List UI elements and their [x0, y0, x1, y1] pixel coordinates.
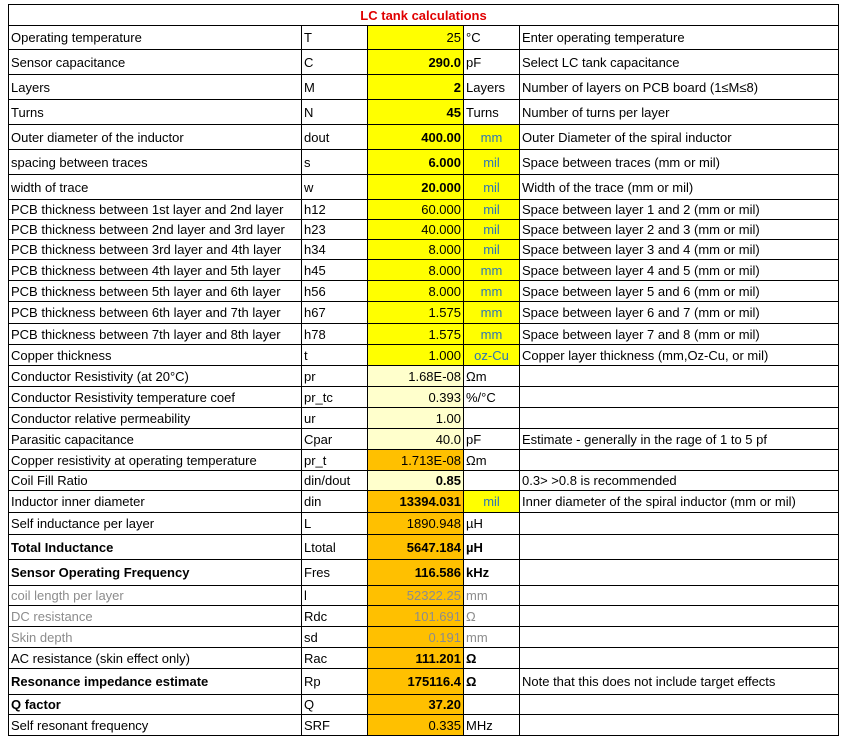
- table-row: [9, 586, 839, 606]
- row-note: Number of layers on PCB board (1≤M≤8): [520, 75, 839, 100]
- table-row: [9, 125, 839, 150]
- row-value[interactable]: 1.000: [368, 345, 464, 366]
- table-row: [9, 695, 839, 715]
- row-label: Sensor Operating Frequency: [9, 560, 302, 586]
- row-note: [520, 535, 839, 560]
- row-symbol: pr_t: [302, 450, 368, 471]
- row-value: 101.691: [368, 606, 464, 627]
- row-symbol: Q: [302, 695, 368, 715]
- row-value[interactable]: 40.000: [368, 220, 464, 240]
- row-unit: Ω: [464, 606, 520, 627]
- row-symbol: h56: [302, 281, 368, 302]
- row-note: [520, 366, 839, 387]
- row-label: Self resonant frequency: [9, 715, 302, 736]
- table-row: [9, 715, 839, 736]
- row-label: PCB thickness between 6th layer and 7th layer: [9, 302, 302, 324]
- row-unit: Ω: [464, 669, 520, 695]
- row-symbol: L: [302, 513, 368, 535]
- table-row: [9, 513, 839, 535]
- row-note: [520, 715, 839, 736]
- table-row: [9, 260, 839, 281]
- table-row: [9, 302, 839, 324]
- row-value[interactable]: 60.000: [368, 200, 464, 220]
- row-unit: [464, 695, 520, 715]
- row-symbol: dout: [302, 125, 368, 150]
- table-row: [9, 669, 839, 695]
- row-label: Operating temperature: [9, 26, 302, 50]
- row-note: [520, 606, 839, 627]
- row-unit: mm: [464, 260, 520, 281]
- row-label: Sensor capacitance: [9, 50, 302, 75]
- row-note: Outer Diameter of the spiral inductor: [520, 125, 839, 150]
- row-value[interactable]: 1.575: [368, 302, 464, 324]
- row-unit: mil: [464, 150, 520, 175]
- row-label: PCB thickness between 1st layer and 2nd layer: [9, 200, 302, 220]
- row-unit: [464, 471, 520, 491]
- table-row: [9, 75, 839, 100]
- row-value[interactable]: 290.0: [368, 50, 464, 75]
- row-label: width of trace: [9, 175, 302, 200]
- table-row: [9, 240, 839, 260]
- table-row: [9, 627, 839, 648]
- row-unit: mm: [464, 324, 520, 345]
- table-row: [9, 366, 839, 387]
- row-symbol: SRF: [302, 715, 368, 736]
- row-unit: Turns: [464, 100, 520, 125]
- row-symbol: h45: [302, 260, 368, 281]
- row-symbol: h78: [302, 324, 368, 345]
- row-label: Outer diameter of the inductor: [9, 125, 302, 150]
- row-note: Space between layer 6 and 7 (mm or mil): [520, 302, 839, 324]
- row-unit: mil: [464, 175, 520, 200]
- row-symbol: h67: [302, 302, 368, 324]
- row-value[interactable]: 8.000: [368, 260, 464, 281]
- row-unit: µH: [464, 513, 520, 535]
- row-label: Conductor Resistivity temperature coef: [9, 387, 302, 408]
- row-label: PCB thickness between 2nd layer and 3rd layer: [9, 220, 302, 240]
- row-value[interactable]: 2: [368, 75, 464, 100]
- row-note: Space between layer 1 and 2 (mm or mil): [520, 200, 839, 220]
- table-row: [9, 150, 839, 175]
- row-label: Conductor Resistivity (at 20°C): [9, 366, 302, 387]
- row-value: 0.85: [368, 471, 464, 491]
- row-symbol: s: [302, 150, 368, 175]
- row-value: 0.335: [368, 715, 464, 736]
- row-symbol: ur: [302, 408, 368, 429]
- row-unit: mil: [464, 240, 520, 260]
- row-symbol: Cpar: [302, 429, 368, 450]
- row-value: 37.20: [368, 695, 464, 715]
- table-row: [9, 324, 839, 345]
- lc-tank-calculation-sheet: [8, 4, 839, 736]
- row-note: Space between traces (mm or mil): [520, 150, 839, 175]
- row-label: Conductor relative permeability: [9, 408, 302, 429]
- row-unit: oz-Cu: [464, 345, 520, 366]
- table-row: [9, 26, 839, 50]
- row-label: Skin depth: [9, 627, 302, 648]
- row-label: coil length per layer: [9, 586, 302, 606]
- row-label: Turns: [9, 100, 302, 125]
- row-unit: °C: [464, 26, 520, 50]
- row-unit: MHz: [464, 715, 520, 736]
- row-symbol: Rac: [302, 648, 368, 669]
- row-value: 5647.184: [368, 535, 464, 560]
- table-row: [9, 387, 839, 408]
- row-unit: kHz: [464, 560, 520, 586]
- row-value[interactable]: 45: [368, 100, 464, 125]
- table-row: [9, 648, 839, 669]
- row-unit: pF: [464, 50, 520, 75]
- row-unit: mm: [464, 627, 520, 648]
- row-symbol: M: [302, 75, 368, 100]
- row-note: [520, 627, 839, 648]
- row-symbol: Fres: [302, 560, 368, 586]
- row-note: [520, 586, 839, 606]
- row-label: DC resistance: [9, 606, 302, 627]
- table-row: [9, 606, 839, 627]
- row-note: Select LC tank capacitance: [520, 50, 839, 75]
- row-note: [520, 408, 839, 429]
- row-unit: mil: [464, 200, 520, 220]
- row-note: [520, 695, 839, 715]
- row-unit: Ω: [464, 648, 520, 669]
- row-unit: pF: [464, 429, 520, 450]
- sheet-title: LC tank calculations: [9, 5, 839, 26]
- row-label: Layers: [9, 75, 302, 100]
- row-note: Estimate - generally in the rage of 1 to 5 pf: [520, 429, 839, 450]
- table-row: [9, 535, 839, 560]
- row-unit: mm: [464, 302, 520, 324]
- row-value[interactable]: 25: [368, 26, 464, 50]
- row-value: 40.0: [368, 429, 464, 450]
- row-value: 52322.25: [368, 586, 464, 606]
- row-label: Coil Fill Ratio: [9, 471, 302, 491]
- row-note: [520, 560, 839, 586]
- table-row: [9, 560, 839, 586]
- row-label: Copper thickness: [9, 345, 302, 366]
- row-label: PCB thickness between 4th layer and 5th layer: [9, 260, 302, 281]
- table-row: [9, 450, 839, 471]
- row-label: Copper resistivity at operating temperature: [9, 450, 302, 471]
- row-unit: %/°C: [464, 387, 520, 408]
- row-note: [520, 648, 839, 669]
- table-row: [9, 100, 839, 125]
- row-value[interactable]: 1.575: [368, 324, 464, 345]
- row-value[interactable]: 8.000: [368, 240, 464, 260]
- row-note: Space between layer 3 and 4 (mm or mil): [520, 240, 839, 260]
- row-note: Space between layer 4 and 5 (mm or mil): [520, 260, 839, 281]
- row-note: [520, 387, 839, 408]
- row-unit: Ωm: [464, 366, 520, 387]
- row-unit: mm: [464, 281, 520, 302]
- table-row: [9, 345, 839, 366]
- table-row: [9, 491, 839, 513]
- row-note: Enter operating temperature: [520, 26, 839, 50]
- row-note: Space between layer 7 and 8 (mm or mil): [520, 324, 839, 345]
- row-symbol: sd: [302, 627, 368, 648]
- row-symbol: C: [302, 50, 368, 75]
- table-row: [9, 408, 839, 429]
- row-note: [520, 513, 839, 535]
- row-symbol: pr_tc: [302, 387, 368, 408]
- row-value[interactable]: 8.000: [368, 281, 464, 302]
- row-value[interactable]: 400.00: [368, 125, 464, 150]
- row-symbol: l: [302, 586, 368, 606]
- table-row: [9, 471, 839, 491]
- row-label: PCB thickness between 5th layer and 6th layer: [9, 281, 302, 302]
- row-unit: µH: [464, 535, 520, 560]
- row-symbol: Rdc: [302, 606, 368, 627]
- row-note: Width of the trace (mm or mil): [520, 175, 839, 200]
- row-unit: mil: [464, 491, 520, 513]
- row-label: Parasitic capacitance: [9, 429, 302, 450]
- row-note: Space between layer 2 and 3 (mm or mil): [520, 220, 839, 240]
- row-symbol: din/dout: [302, 471, 368, 491]
- row-note: [520, 450, 839, 471]
- row-value: 175116.4: [368, 669, 464, 695]
- row-note: Inner diameter of the spiral inductor (mm or mil): [520, 491, 839, 513]
- row-value: 0.191: [368, 627, 464, 648]
- row-value: 1.68E-08: [368, 366, 464, 387]
- row-label: Total Inductance: [9, 535, 302, 560]
- table-row: [9, 220, 839, 240]
- row-symbol: pr: [302, 366, 368, 387]
- table-row: [9, 429, 839, 450]
- row-note: Space between layer 5 and 6 (mm or mil): [520, 281, 839, 302]
- row-symbol: h23: [302, 220, 368, 240]
- row-label: Resonance impedance estimate: [9, 669, 302, 695]
- row-value: 1.00: [368, 408, 464, 429]
- row-symbol: Rp: [302, 669, 368, 695]
- row-value[interactable]: 6.000: [368, 150, 464, 175]
- row-value: 0.393: [368, 387, 464, 408]
- table-row: [9, 175, 839, 200]
- row-unit: mil: [464, 220, 520, 240]
- row-symbol: t: [302, 345, 368, 366]
- row-value: 13394.031: [368, 491, 464, 513]
- row-note: Number of turns per layer: [520, 100, 839, 125]
- row-symbol: h34: [302, 240, 368, 260]
- row-value: 1890.948: [368, 513, 464, 535]
- row-note: Note that this does not include target effects: [520, 669, 839, 695]
- row-label: Self inductance per layer: [9, 513, 302, 535]
- row-label: spacing between traces: [9, 150, 302, 175]
- row-unit: [464, 408, 520, 429]
- row-value: 1.713E-08: [368, 450, 464, 471]
- table-row: [9, 281, 839, 302]
- row-label: Q factor: [9, 695, 302, 715]
- row-symbol: din: [302, 491, 368, 513]
- row-value: 111.201: [368, 648, 464, 669]
- table-row: [9, 50, 839, 75]
- title-row: [9, 5, 839, 26]
- row-symbol: T: [302, 26, 368, 50]
- row-unit: mm: [464, 125, 520, 150]
- table-row: [9, 200, 839, 220]
- row-label: PCB thickness between 7th layer and 8th layer: [9, 324, 302, 345]
- row-value: 116.586: [368, 560, 464, 586]
- row-value[interactable]: 20.000: [368, 175, 464, 200]
- row-label: Inductor inner diameter: [9, 491, 302, 513]
- row-note: 0.3> >0.8 is recommended: [520, 471, 839, 491]
- row-unit: Layers: [464, 75, 520, 100]
- row-unit: mm: [464, 586, 520, 606]
- row-unit: Ωm: [464, 450, 520, 471]
- row-label: AC resistance (skin effect only): [9, 648, 302, 669]
- row-symbol: N: [302, 100, 368, 125]
- row-symbol: h12: [302, 200, 368, 220]
- row-symbol: Ltotal: [302, 535, 368, 560]
- row-label: PCB thickness between 3rd layer and 4th layer: [9, 240, 302, 260]
- row-note: Copper layer thickness (mm,Oz-Cu, or mil): [520, 345, 839, 366]
- row-symbol: w: [302, 175, 368, 200]
